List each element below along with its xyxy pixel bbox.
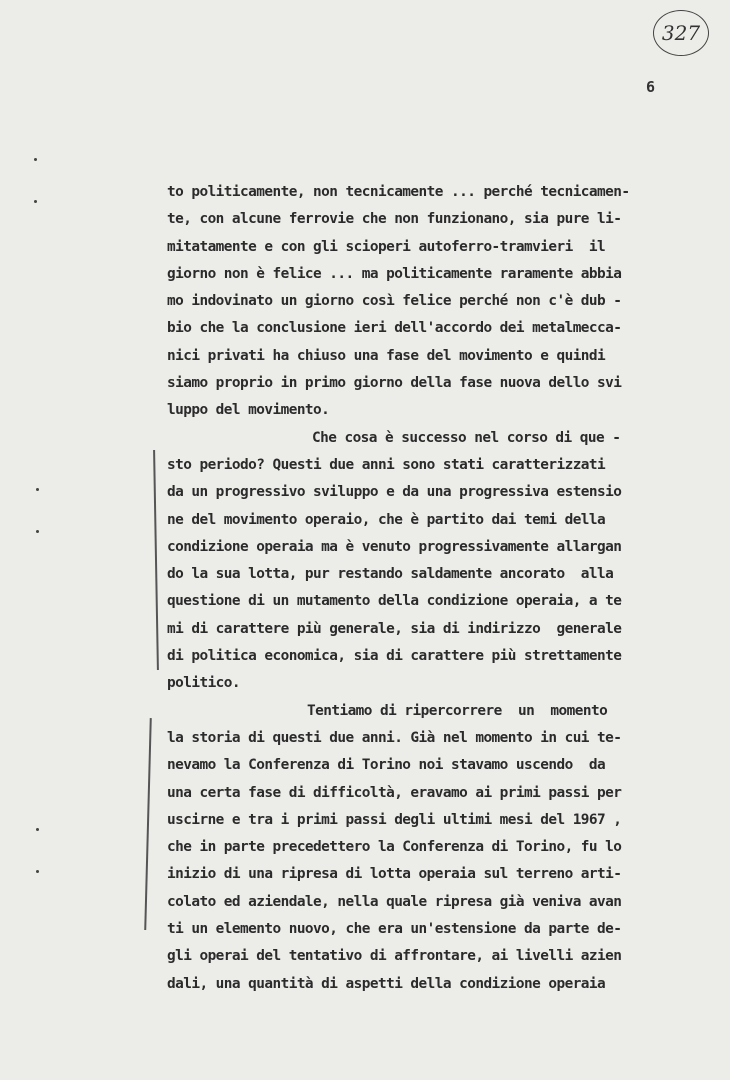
text-line: bio che la conclusione ieri dell'accordo dei metalmecca- [167, 320, 622, 337]
body-text [167, 179, 667, 998]
margin-dot [34, 158, 37, 161]
text-line: inizio di una ripresa di lotta operaia sul terreno arti- [167, 866, 622, 883]
text-line: uscirne e tra i primi passi degli ultimi mesi del 1967 , [167, 811, 622, 828]
text-line: to politicamente, non tecnicamente ... perché tecnicamen- [167, 184, 630, 200]
text-line: luppo del movimento. [167, 402, 330, 419]
margin-dot [36, 530, 39, 533]
archive-number-text: 327 [661, 21, 701, 45]
text-line: siamo proprio in primo giorno della fase nuova dello svi [167, 375, 622, 392]
text-line: mi di carattere più generale, sia di indirizzo generale [167, 620, 622, 637]
text-line: ti un elemento nuovo, che era un'estensione da parte de- [167, 921, 622, 938]
text-line: dali, una quantità di aspetti della condizione operaia [167, 975, 606, 992]
margin-dot [36, 870, 39, 873]
text-line: Che cosa è successo nel corso di que - [312, 429, 621, 446]
text-line: da un progressivo sviluppo e da una progressiva estensio [167, 484, 622, 501]
text-line: condizione operaia ma è venuto progressivamente allargan [167, 538, 622, 555]
text-line: do la sua lotta, pur restando saldamente ancorato alla [167, 566, 614, 583]
text-line: mitatamente e con gli scioperi autoferro-tramvieri il [167, 238, 606, 255]
text-line: sto periodo? Questi due anni sono stati caratterizzati [167, 456, 606, 473]
text-line: che in parte precedettero la Conferenza di Torino, fu lo [167, 839, 622, 856]
margin-dot [36, 488, 39, 491]
margin-dot [34, 200, 37, 203]
text-line: politico. [167, 675, 241, 692]
text-line: nevamo la Conferenza di Torino noi stavamo uscendo da [167, 757, 606, 774]
text-line: giorno non è felice ... ma politicamente raramente abbia [167, 265, 622, 282]
text-line: una certa fase di difficoltà, eravamo ai primi passi per [167, 784, 622, 801]
text-line: mo indovinato un giorno così felice perché non c'è dub - [167, 293, 622, 310]
text-line: Tentiamo di ripercorrere un momento [307, 702, 608, 719]
text-line: nici privati ha chiuso una fase del movimento e quindi [167, 347, 606, 364]
margin-mark-line [144, 718, 151, 930]
text-line: la storia di questi due anni. Già nel momento in cui te- [167, 729, 622, 746]
text-line: ne del movimento operaio, che è partito dai temi della [167, 511, 606, 528]
margin-mark-line [153, 450, 158, 670]
text-line: te, con alcune ferrovie che non funzionano, sia pure li- [167, 211, 622, 228]
text-line: colato ed aziendale, nella quale ripresa già veniva avan [167, 893, 622, 910]
text-line: questione di un mutamento della condizione operaia, a te [167, 593, 622, 610]
text-line: gli operai del tentativo di affrontare, ai livelli azien [167, 948, 622, 965]
page-number: 6 [646, 78, 656, 96]
margin-dot [36, 828, 39, 831]
archive-number-stamp [653, 10, 709, 56]
text-line: di politica economica, sia di carattere più strettamente [167, 648, 622, 665]
